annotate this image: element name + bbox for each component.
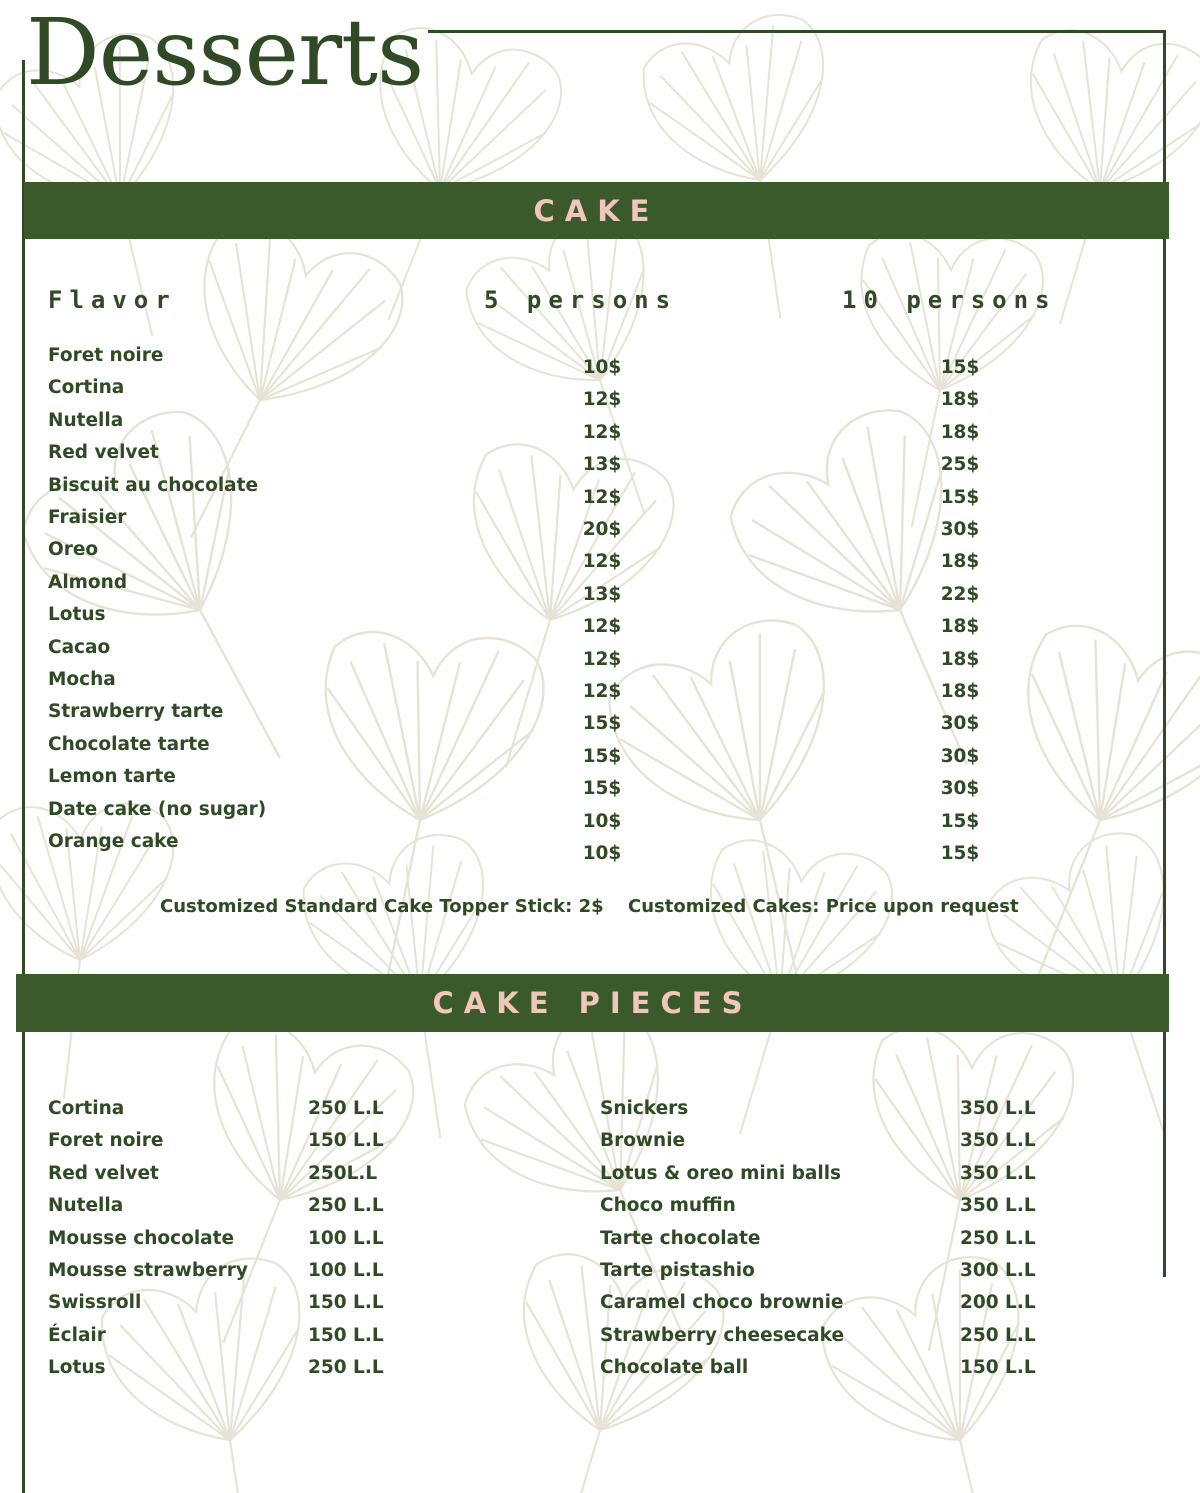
cake-price-5-persons: 12$ <box>582 681 622 702</box>
cake-piece-name: Brownie <box>600 1130 686 1152</box>
cake-pieces-section-title: CAKE PIECES <box>432 986 753 1020</box>
cake-flavor-name: Red velvet <box>48 442 159 464</box>
cake-flavor-name: Date cake (no sugar) <box>48 798 267 820</box>
cake-pieces-section-banner <box>16 974 1169 1032</box>
five-persons-column-header: 5 persons <box>484 286 678 314</box>
cake-piece-price: 150 L.L <box>308 1324 384 1346</box>
cake-price-10-persons: 15$ <box>940 357 980 378</box>
cake-price-10-persons: 15$ <box>940 486 980 508</box>
cake-flavor-name: Cortina <box>48 377 125 399</box>
cake-section-title: CAKE <box>533 193 660 228</box>
ten-persons-column-header: 10 persons <box>842 286 1057 314</box>
cake-flavor-name: Nutella <box>48 409 124 431</box>
cake-flavor-name: Almond <box>48 571 128 593</box>
cake-flavor-name: Mocha <box>48 669 116 690</box>
cake-price-10-persons: 30$ <box>940 713 980 735</box>
cake-price-5-persons: 12$ <box>582 486 622 508</box>
cake-piece-price: 250 L.L <box>308 1357 384 1379</box>
cake-price-10-persons: 18$ <box>940 389 980 411</box>
frame-top-line <box>428 30 1166 33</box>
topper-note: Customized Standard Cake Topper Stick: 2$ <box>160 896 604 917</box>
cake-piece-name: Mousse chocolate <box>48 1227 235 1249</box>
cake-piece-name: Tarte pistashio <box>600 1260 755 1281</box>
flavor-column-header: Flavor <box>48 286 177 314</box>
cake-piece-price: 250 L.L <box>308 1098 384 1119</box>
cake-piece-price: 150 L.L <box>308 1292 384 1314</box>
cake-flavor-name: Orange cake <box>48 831 179 852</box>
cake-price-5-persons: 12$ <box>582 648 622 670</box>
cake-section-banner <box>24 182 1169 239</box>
cake-piece-price: 150 L.L <box>308 1130 384 1152</box>
cake-price-5-persons: 15$ <box>582 745 622 767</box>
cake-piece-name: Foret noire <box>48 1130 164 1152</box>
cake-price-10-persons: 30$ <box>940 519 980 540</box>
cake-price-10-persons: 15$ <box>940 810 980 832</box>
custom-cake-note: Customized Cakes: Price upon request <box>628 896 1019 917</box>
cake-price-5-persons: 12$ <box>582 551 622 573</box>
cake-piece-name: Swissroll <box>48 1292 142 1314</box>
cake-price-5-persons: 15$ <box>582 778 622 800</box>
cake-flavor-name: Lemon tarte <box>48 766 176 788</box>
cake-price-10-persons: 18$ <box>940 616 980 638</box>
frame-left-line <box>22 60 25 1493</box>
cake-price-10-persons: 18$ <box>940 681 980 702</box>
cake-piece-name: Lotus & oreo mini balls <box>600 1162 842 1184</box>
cake-piece-price: 250 L.L <box>960 1324 1036 1346</box>
cake-flavor-name: Lotus <box>48 604 106 626</box>
cake-flavor-name: Chocolate tarte <box>48 733 210 755</box>
cake-piece-price: 250 L.L <box>308 1195 384 1217</box>
cake-flavor-name: Fraisier <box>48 507 127 528</box>
cake-piece-price: 350 L.L <box>960 1130 1036 1152</box>
cake-piece-name: Lotus <box>48 1357 106 1379</box>
cake-piece-name: Choco muffin <box>600 1195 736 1217</box>
cake-price-5-persons: 13$ <box>582 583 622 605</box>
cake-piece-price: 150 L.L <box>960 1357 1036 1379</box>
cake-piece-price: 300 L.L <box>960 1260 1036 1281</box>
cake-price-10-persons: 30$ <box>940 778 980 800</box>
cake-piece-name: Caramel choco brownie <box>600 1292 844 1314</box>
cake-price-5-persons: 10$ <box>582 810 622 832</box>
cake-flavor-name: Foret noire <box>48 345 164 366</box>
cake-price-5-persons: 20$ <box>582 519 622 540</box>
cake-piece-price: 350 L.L <box>960 1195 1036 1217</box>
cake-price-10-persons: 18$ <box>940 421 980 443</box>
cake-flavor-name: Oreo <box>48 539 99 561</box>
cake-piece-name: Éclair <box>48 1324 106 1346</box>
cake-piece-name: Red velvet <box>48 1162 159 1184</box>
cake-price-5-persons: 12$ <box>582 421 622 443</box>
cake-price-5-persons: 12$ <box>582 616 622 638</box>
cake-price-10-persons: 18$ <box>940 551 980 573</box>
cake-piece-price: 350 L.L <box>960 1098 1036 1119</box>
cake-price-5-persons: 10$ <box>582 357 622 378</box>
cake-piece-name: Snickers <box>600 1098 689 1119</box>
cake-price-5-persons: 15$ <box>582 713 622 735</box>
cake-piece-price: 200 L.L <box>960 1292 1036 1314</box>
cake-piece-price: 100 L.L <box>308 1227 384 1249</box>
cake-flavor-name: Biscuit au chocolate <box>48 474 259 496</box>
cake-price-10-persons: 30$ <box>940 745 980 767</box>
page-title: Desserts <box>26 0 424 106</box>
cake-piece-name: Tarte chocolate <box>600 1227 761 1249</box>
cake-piece-price: 250 L.L <box>960 1227 1036 1249</box>
cake-price-10-persons: 18$ <box>940 648 980 670</box>
cake-price-10-persons: 15$ <box>940 843 980 864</box>
cake-piece-name: Cortina <box>48 1098 125 1119</box>
cake-piece-name: Nutella <box>48 1195 124 1217</box>
cake-price-5-persons: 12$ <box>582 389 622 411</box>
cake-price-5-persons: 13$ <box>582 454 622 476</box>
cake-piece-price: 100 L.L <box>308 1260 384 1281</box>
cake-flavor-name: Strawberry tarte <box>48 701 224 723</box>
cake-piece-name: Mousse strawberry <box>48 1260 248 1281</box>
cake-piece-name: Strawberry cheesecake <box>600 1324 844 1346</box>
cake-flavor-name: Cacao <box>48 636 111 658</box>
cake-price-5-persons: 10$ <box>582 843 622 864</box>
cake-piece-price: 250L.L <box>308 1162 378 1184</box>
cake-price-10-persons: 25$ <box>940 454 980 476</box>
cake-piece-name: Chocolate ball <box>600 1357 749 1379</box>
cake-piece-price: 350 L.L <box>960 1162 1036 1184</box>
cake-price-10-persons: 22$ <box>940 583 980 605</box>
